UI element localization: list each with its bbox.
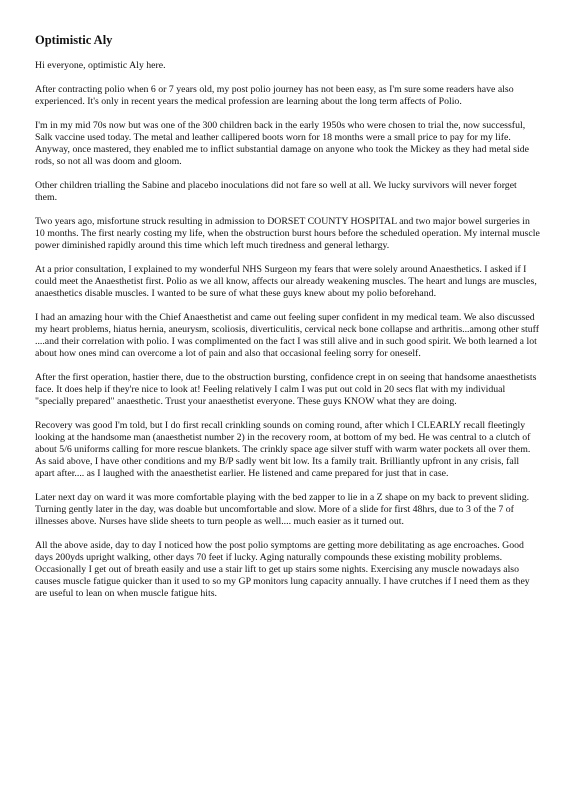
- document-body: [35, 33, 540, 612]
- paragraph-chief-anaesthetist: I had an amazing hour with the Chief Anaesthetist and came out feeling super confident in my medical team. We also discussed my heart problems, hiatus hernia, aneurysm, scoliosis, diverticulitis, cervical neck bone collapse and arthritis...among other stuff ....and their correlation with polio. I was complimented on the fact I was still alive and in such good spirit. We both learned a lot about how ones mind can overcome a lot of pain and also that occasional feeling sorry for oneself.: [35, 312, 539, 359]
- paragraph-post-polio-symptoms: All the above aside, day to day I noticed how the post polio symptoms are getting more debilitating as age encroaches. Good days 200yds upright walking, other days 70 feet if lucky. Aging naturally compounds these existing mobility problems. Occasionally I get out of breath easily and use a stair lift to get up stairs some nights. Exercising any muscle nowadays also causes muscle fatigue quicker than it used to so my GP monitors lung capacity annually. I have crutches if I need them as they are useful to lean on when muscle fatigue hits.: [35, 540, 530, 599]
- paragraph-other-children: Other children trialling the Sabine and placebo inoculations did not fare so well at all. We lucky survivors will never forget them.: [35, 180, 517, 203]
- paragraph-prior-consultation: At a prior consultation, I explained to my wonderful NHS Surgeon my fears that were solely around Anaesthetics. I asked if I could meet the Anaesthetist first. Polio as we all know, affects our already weakening muscles. The heart and lungs are muscles, anaesthetics disable muscles. I wanted to be sure of what these guys knew about my polio beforehand.: [35, 264, 537, 299]
- paragraph-salk-vaccine: I'm in my mid 70s now but was one of the 300 children back in the early 1950s who were chosen to trial the, now successful, Salk vaccine used today. The metal and leather callipered boots worn for 18 months were a small price to pay for my life. Anyway, once mastered, they enabled me to inflict substantial damage on anyone who took the Mickey as they had metal side rods, so not all was doom and gloom.: [35, 120, 529, 167]
- document-title: Optimistic Aly: [35, 33, 113, 47]
- paragraph-hospital-admission: Two years ago, misfortune struck resulting in admission to DORSET COUNTY HOSPITAL and two major bowel surgeries in 10 months. The first nearly costing my life, when the obstruction burst hours before the scheduled operation. My internal muscle power diminished rapidly around this time which left much tiredness and general lethargy.: [35, 216, 540, 251]
- paragraph-first-operation: After the first operation, hastier there, due to the obstruction bursting, confidence crept in on seeing that handsome anaesthetists face. It does help if they're nice to look at! Feeling relatively I calm I was put out cold in 20 secs flat with my individual "specially prepared" anaesthetic. Trust your anaesthetist everyone. These guys KNOW what they are doing.: [35, 372, 537, 407]
- paragraph-greeting: Hi everyone, optimistic Aly here.: [35, 60, 166, 71]
- paragraph-next-day-ward: Later next day on ward it was more comfortable playing with the bed zapper to lie in a Z shape on my back to prevent sliding. Turning gently later in the day, was doable but uncomfortable and slow. More of a slide for first 48hrs, due to 3 of the 7 of illnesses above. Nurses have slide sheets to turn people as well.... much easier as it turned out.: [35, 492, 530, 527]
- paragraph-recovery: Recovery was good I'm told, but I do first recall crinkling sounds on coming round, after which I CLEARLY recall fleetingly looking at the handsome man (anaesthetist number 2) in the recovery room, at bottom of my bed. He was central to a clutch of about 5/6 uniforms calling for more rescue blankets. The crinkly space age silver stuff with warm water pockets all over them. As said above, I have other conditions and my B/P sadly went bit low. Its a family trait. Brilliantly upfront in any crisis, fall apart after.... as I laughed with the anaesthetist earlier. He listened and came prepared for just that in case.: [35, 420, 531, 479]
- paragraph-polio-journey: After contracting polio when 6 or 7 years old, my post polio journey has not been easy, as I'm sure some readers have also experienced. It's only in recent years the medical profession are learning about the long term affects of Polio.: [35, 84, 514, 107]
